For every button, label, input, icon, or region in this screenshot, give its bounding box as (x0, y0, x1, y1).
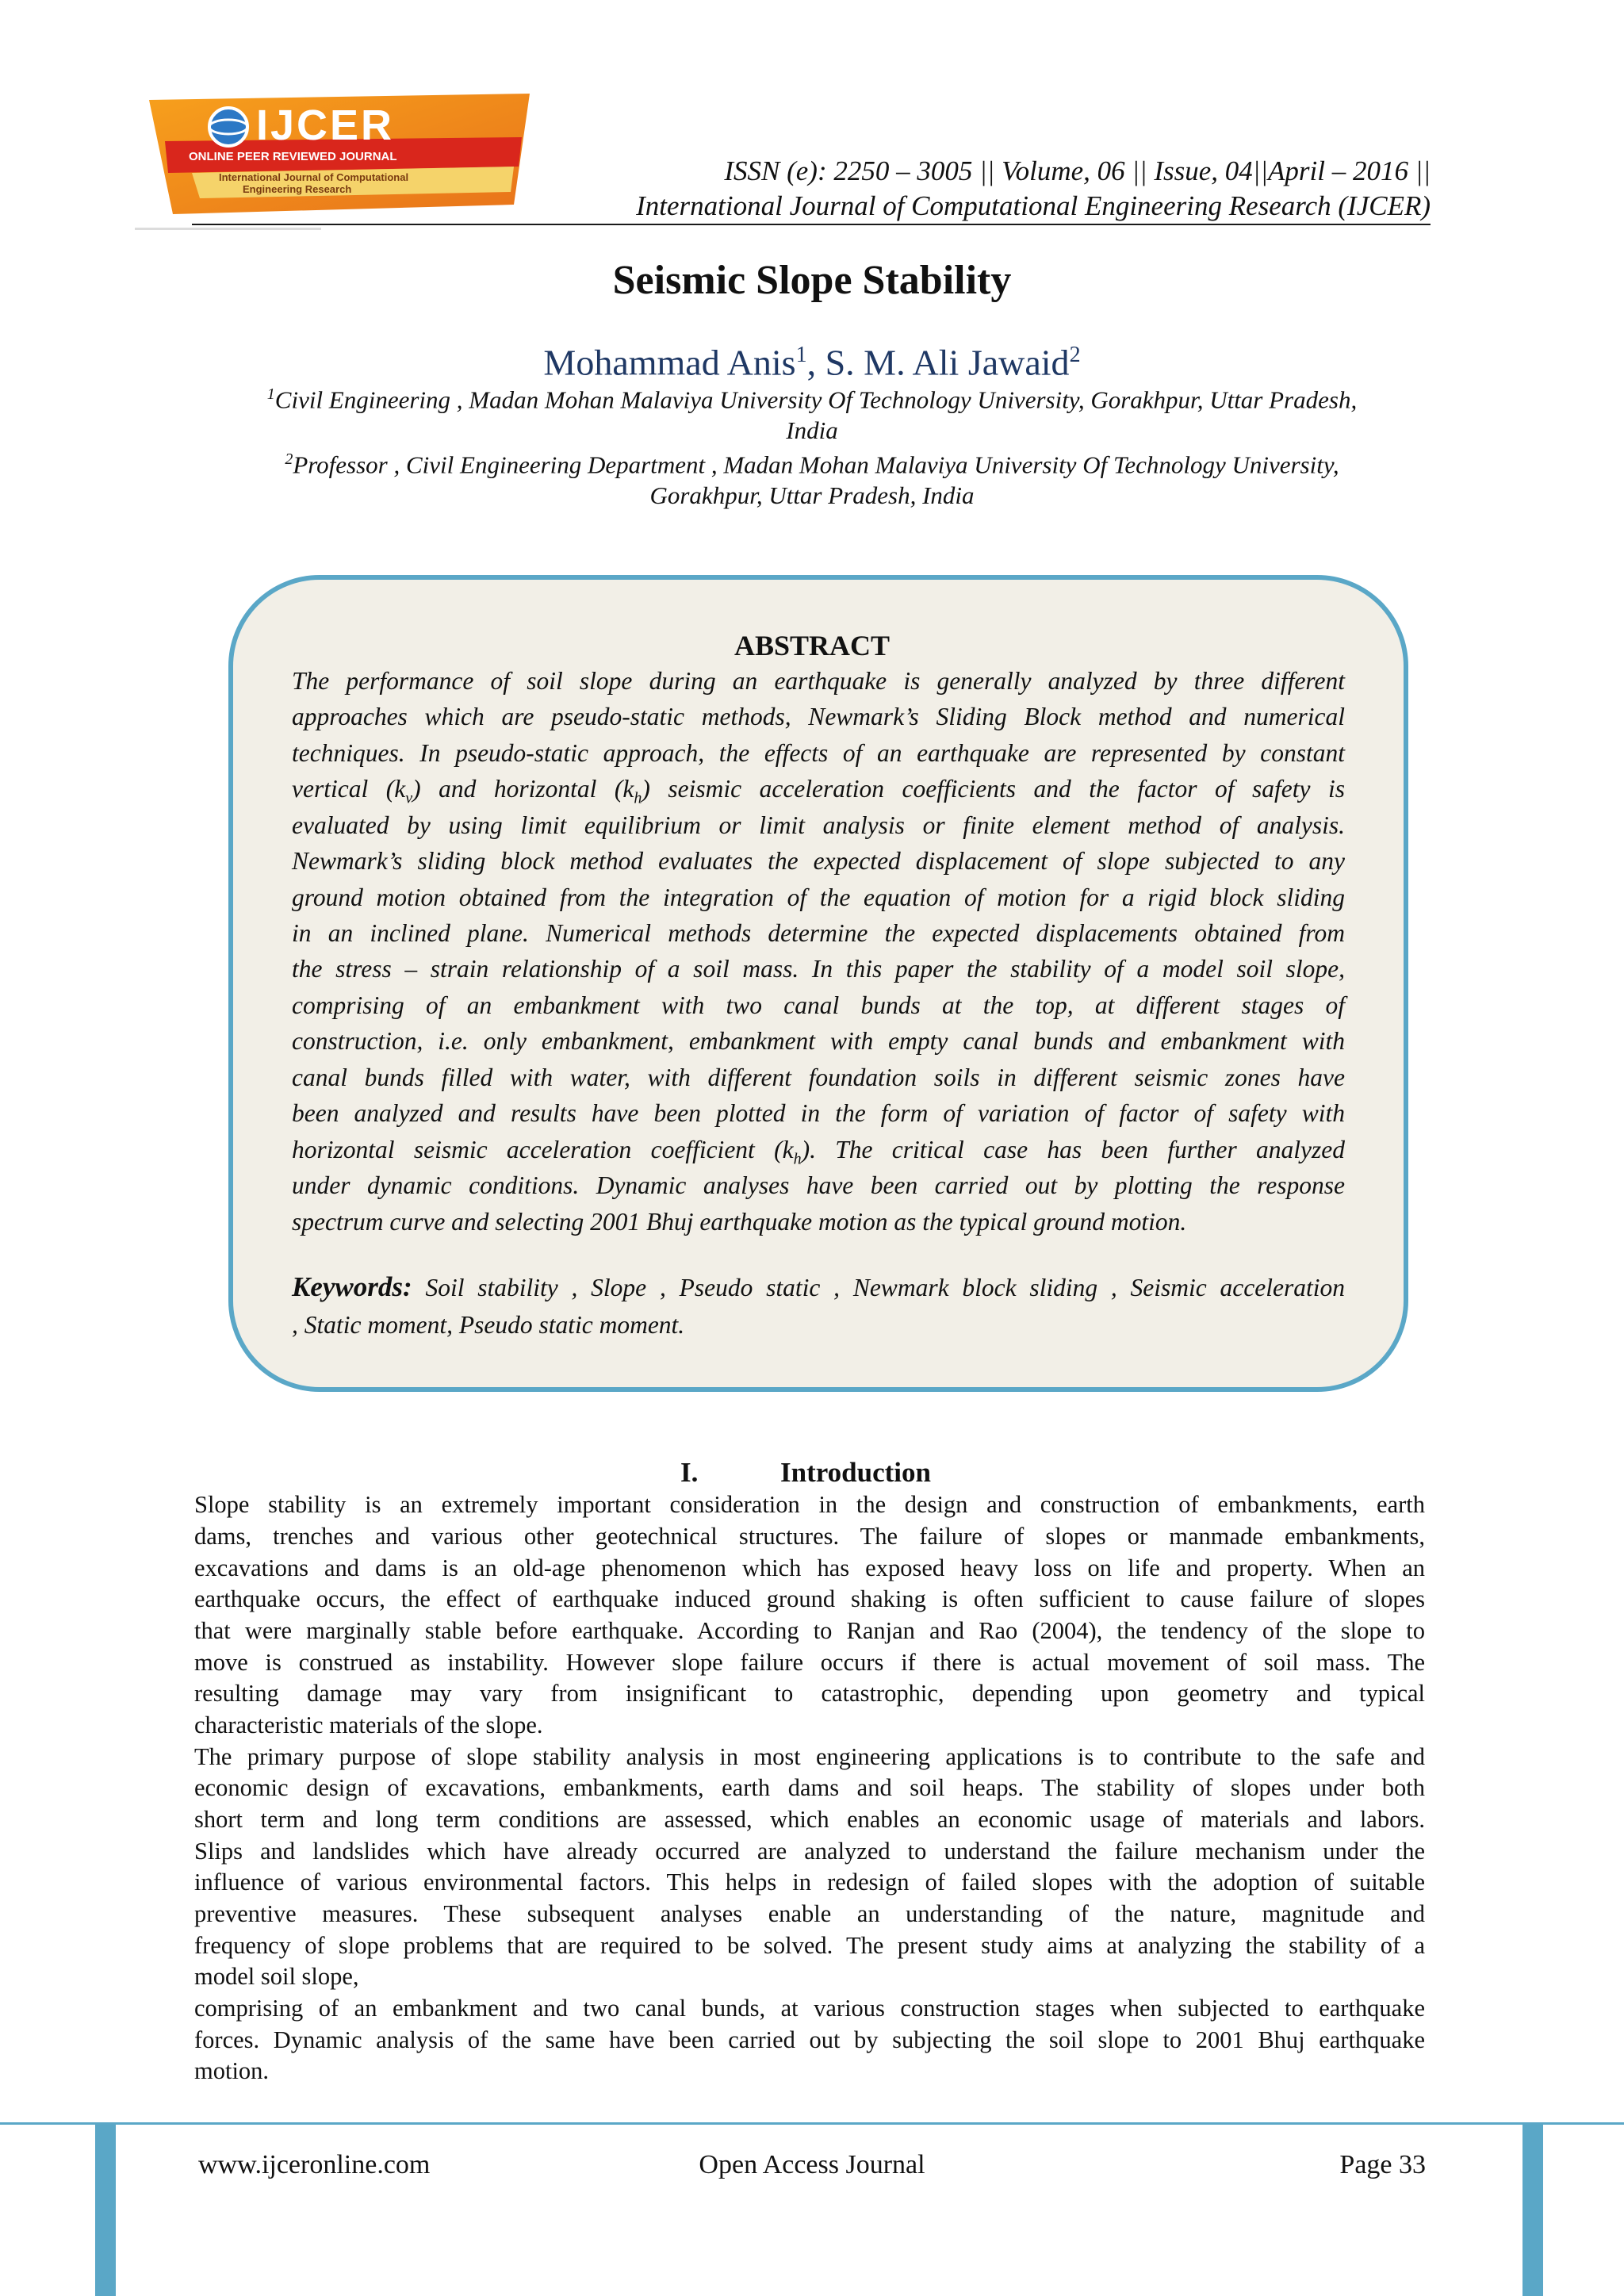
abstract-line: comprising of an embankment with two canal bunds at the top, at different stages of (292, 991, 1345, 1019)
logo-divider (135, 228, 321, 230)
footer-center-text: Open Access Journal (699, 2150, 925, 2179)
abstract-line: construction, i.e. only embankment, embankment with empty canal bunds and embankment with (292, 1027, 1345, 1055)
affiliation-2-sup: 2 (285, 450, 293, 468)
author-1: Mohammad Anis (543, 342, 796, 383)
logo-subtitle-2: Engineering Research (243, 183, 352, 195)
logo-tagline: ONLINE PEER REVIEWED JOURNAL (189, 150, 397, 163)
abstract-line: The performance of soil slope during an earthquake is generally analyzed by three different (292, 667, 1345, 695)
body-line: that were marginally stable before earthquake. According to Ranjan and Rao (2004), the tendency of the slope to (194, 1617, 1425, 1644)
issn-line: ISSN (e): 2250 – 3005 || Volume, 06 || Issue, 04||April – 2016 || (724, 155, 1431, 186)
abstract-line: spectrum curve and selecting 2001 Bhuj earthquake motion as the typical ground motion. (292, 1208, 1187, 1236)
keywords-label: Keywords: (292, 1271, 412, 1302)
body-line: resulting damage may vary from insignificant to catastrophic, depending upon geometry and typical (194, 1680, 1425, 1707)
affiliation-1-line-1: Civil Engineering , Madan Mohan Malaviya University Of Technology University, Gorakhpur, Uttar Pradesh, (274, 385, 1358, 414)
logo-subtitle-1: International Journal of Computational (219, 171, 409, 183)
abstract-line: evaluated by using limit equilibrium or limit analysis or finite element method of analysis. (292, 811, 1345, 839)
affiliation-2-line-1: Professor , Civil Engineering Department , Madan Mohan Malaviya University Of Technology University, (293, 450, 1339, 479)
abstract-line (292, 771, 1345, 807)
abstract-text: ) seismic acceleration coefficients and the factor of safety is (642, 775, 1345, 803)
body-line: earthquake occurs, the effect of earthquake induced ground shaking is often sufficient to cause failure of slopes (194, 1585, 1425, 1612)
k-h-subscript: h (634, 789, 642, 807)
affiliation-2-line-2: Gorakhpur, Uttar Pradesh, India (649, 481, 975, 510)
abstract-line: techniques. In pseudo-static approach, the effects of an earthquake are represented by constant (292, 739, 1345, 767)
abstract-line: Newmark’s sliding block method evaluates the expected displacement of slope subjected to any (292, 847, 1345, 875)
abstract-text: ) and horizontal (k (412, 775, 634, 803)
abstract-line: ground motion obtained from the integration of the equation of motion for a rigid block sliding (292, 884, 1345, 911)
abstract-text: ). The critical case has been further analyzed (801, 1136, 1345, 1163)
paper-title: Seismic Slope Stability (612, 258, 1012, 303)
k-h-subscript: h (793, 1150, 802, 1168)
body-line: Slips and landslides which have already occurred are analyzed to understand the failure mechanism under the (194, 1838, 1425, 1865)
abstract-line: been analyzed and results have been plotted in the form of variation of factor of safety with (292, 1099, 1345, 1127)
body-line: economic design of excavations, embankments, earth dams and soil heaps. The stability of slopes under both (194, 1774, 1425, 1801)
footer-rule (0, 2122, 1624, 2125)
abstract-line: canal bunds filled with water, with different foundation soils in different seismic zones have (292, 1064, 1345, 1091)
affiliation-2 (182, 444, 1442, 511)
body-line: dams, trenches and various other geotechnical structures. The failure of slopes or manmade embankments, (194, 1523, 1425, 1550)
body-line: frequency of slope problems that are required to be solved. The present study aims at analyzing the stability of a (194, 1932, 1425, 1959)
body-line: move is construed as instability. However slope failure occurs if there is actual movement of soil mass. The (194, 1649, 1425, 1676)
abstract-heading: ABSTRACT (733, 630, 891, 661)
author-separator: , (806, 342, 825, 383)
body-line: The primary purpose of slope stability analysis in most engineering applications is to contribute to the safe and (194, 1743, 1425, 1770)
abstract-text: vertical (k (292, 775, 406, 803)
body-line: short term and long term conditions are assessed, which enables an economic usage of materials and labors. (194, 1806, 1425, 1833)
body-line: forces. Dynamic analysis of the same have been carried out by subjecting the soil slope to 2001 Bhuj earthquake (194, 2026, 1425, 2053)
abstract-line: in an inclined plane. Numerical methods determine the expected displacements obtained from (292, 919, 1345, 947)
author-2: S. M. Ali Jawaid (825, 342, 1070, 383)
footer-url: www.ijceronline.com (198, 2150, 431, 2179)
author-2-sup: 2 (1069, 343, 1081, 367)
author-list (0, 333, 1624, 385)
affiliation-1 (182, 379, 1442, 446)
abstract-line (292, 1132, 1345, 1167)
section-title: Introduction (780, 1457, 931, 1488)
journal-name: International Journal of Computational Engineering Research (IJCER) (636, 190, 1431, 221)
body-line: motion. (194, 2057, 270, 2084)
page-number: Page 33 (1339, 2150, 1426, 2179)
body-line: influence of various environmental factors. This helps in redesign of failed slopes with the adoption of suitable (194, 1869, 1425, 1895)
abstract-text: horizontal seismic acceleration coefficient (k (292, 1136, 794, 1163)
k-v-subscript: v (405, 789, 413, 807)
header-rule (192, 224, 1431, 225)
body-line: comprising of an embankment and two canal bunds, at various construction stages when subjected to earthquake (194, 1995, 1425, 2022)
abstract-line: approaches which are pseudo-static methods, Newmark’s Sliding Block method and numerical (292, 703, 1345, 730)
logo-text: IJCER (256, 102, 395, 149)
abstract-line: the stress – strain relationship of a soil mass. In this paper the stability of a model soil slope, (292, 955, 1345, 983)
author-1-sup: 1 (795, 343, 807, 367)
body-line: model soil slope, (194, 1963, 359, 1990)
body-line: excavations and dams is an old-age phenomenon which has exposed heavy loss on life and property. When an (194, 1554, 1425, 1581)
keywords-text: Soil stability , Slope , Pseudo static , Newmark block sliding , Seismic acceleration (412, 1274, 1345, 1301)
body-line: characteristic materials of the slope. (194, 1711, 543, 1738)
body-line: Slope stability is an extremely important consideration in the design and construction of embankments, earth (194, 1491, 1425, 1518)
affiliation-1-sup: 1 (266, 385, 275, 403)
affiliation-1-line-2: India (786, 416, 838, 445)
keywords-line (292, 1269, 1345, 1305)
keywords-line: , Static moment, Pseudo static moment. (292, 1311, 685, 1339)
body-line: preventive measures. These subsequent analyses enable an understanding of the nature, magnitude and (194, 1900, 1425, 1927)
abstract-line: under dynamic conditions. Dynamic analyses have been carried out by plotting the response (292, 1171, 1345, 1199)
section-number: I. (680, 1457, 699, 1488)
